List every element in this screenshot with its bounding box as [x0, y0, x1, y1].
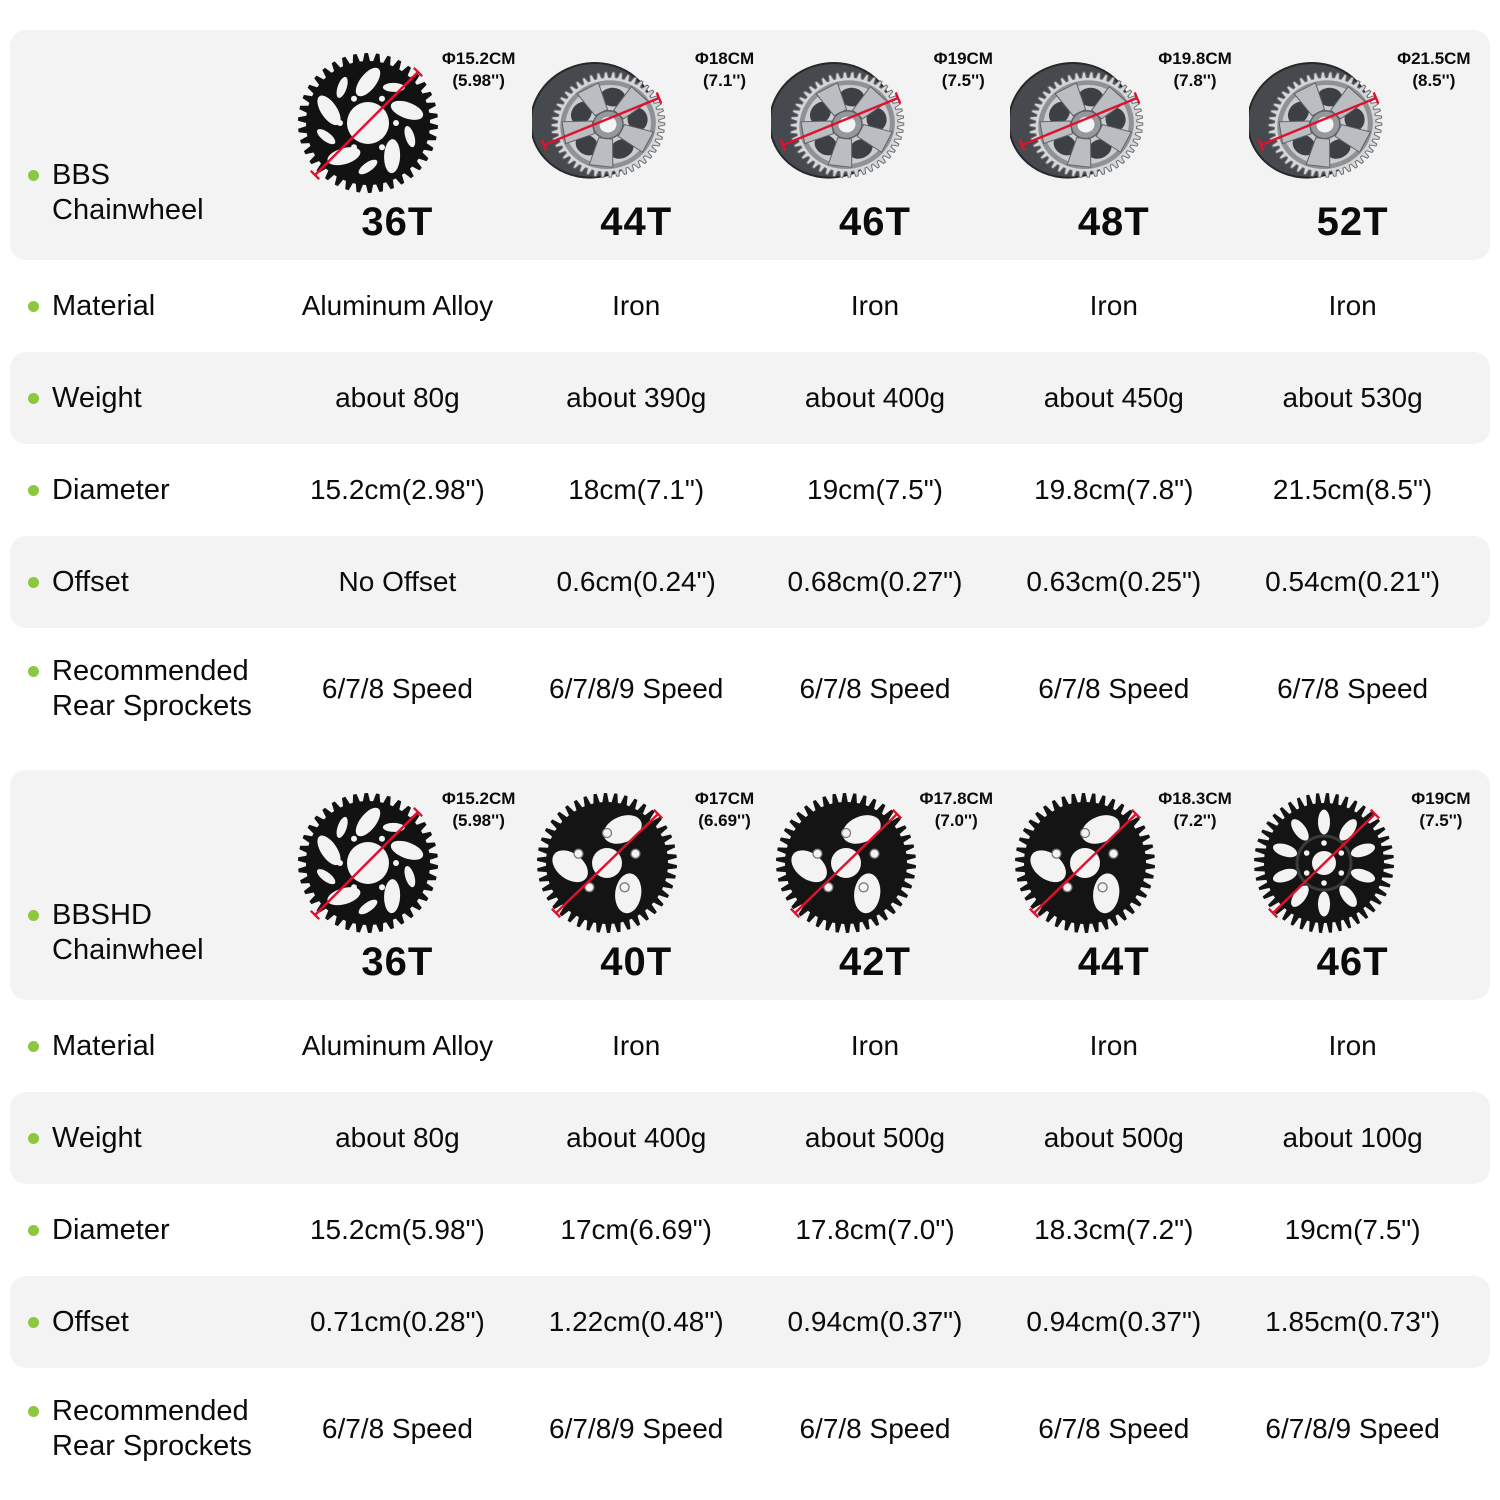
diameter-value: 18.3cm(7.2") — [1034, 1214, 1194, 1245]
chainwheel-figure — [763, 786, 993, 938]
material-value: Iron — [850, 1030, 900, 1061]
bbshd-offset-row — [10, 1276, 1490, 1368]
diameter-value: 19.8cm(7.8") — [1034, 474, 1194, 505]
chainwheel-image — [1010, 788, 1160, 938]
diameter-annotation-inch: (7.5'') — [941, 70, 985, 90]
chainwheel-figure — [285, 786, 516, 938]
diameter-value: 19cm(7.5") — [807, 474, 943, 505]
bbshd-weight-row — [10, 1092, 1490, 1184]
material-value: Aluminum Alloy — [301, 290, 494, 321]
tooth-count-label: 36T — [361, 199, 434, 244]
chainwheel-cell — [756, 786, 995, 985]
offset-value: 1.85cm(0.73") — [1265, 1306, 1441, 1337]
bullet-icon — [28, 666, 39, 677]
offset-value: No Offset — [338, 566, 457, 597]
chainwheel-cell — [1233, 786, 1472, 985]
diameter-annotation-cm: Φ19CM — [1411, 788, 1471, 808]
diameter-annotation-cm: Φ21.5CM — [1397, 48, 1471, 68]
chainwheel-figure — [1002, 786, 1232, 938]
sprockets-value: 6/7/8 Speed — [321, 1413, 473, 1444]
sprockets-value: 6/7/8 Speed — [799, 673, 951, 704]
chainwheel-figure — [524, 786, 755, 938]
material-value: Iron — [1089, 1030, 1138, 1061]
row-label-line2: Rear Sprockets — [52, 1430, 252, 1462]
chainwheel-cell — [517, 46, 756, 245]
tooth-count-label: 40T — [600, 939, 673, 984]
bbs-sprockets-row — [10, 628, 1490, 750]
section-title — [52, 158, 204, 228]
bullet-icon — [28, 393, 39, 404]
sprockets-value: 6/7/8/9 Speed — [549, 1413, 724, 1444]
bullet-icon — [28, 1406, 39, 1417]
tooth-count-label: 44T — [600, 199, 673, 244]
chainwheel-cell — [278, 46, 517, 245]
bbshd-chainwheel-row — [10, 770, 1490, 1000]
bullet-icon — [28, 1225, 39, 1236]
diameter-annotation-cm: Φ18CM — [694, 48, 755, 68]
chainwheel-image — [293, 48, 443, 198]
bbs-material-row — [10, 260, 1490, 352]
sprockets-value: 6/7/8 Speed — [799, 1413, 951, 1444]
chainwheel-image — [532, 788, 682, 938]
row-label-line2: Rear Sprockets — [52, 690, 252, 722]
row-label-text: Offset — [52, 565, 129, 598]
bbs-diameter-row — [10, 444, 1490, 536]
weight-value: about 80g — [335, 382, 460, 413]
bullet-icon — [28, 1133, 39, 1144]
row-header-material — [28, 1029, 278, 1064]
chainwheel-cell — [994, 46, 1233, 245]
material-value: Aluminum Alloy — [301, 1030, 494, 1061]
material-value: Iron — [612, 290, 661, 321]
row-header-offset — [28, 1305, 278, 1340]
weight-value: about 400g — [566, 1122, 707, 1153]
section-title-line1: BBS — [52, 159, 111, 192]
offset-value: 0.63cm(0.25") — [1026, 566, 1202, 597]
diameter-value: 17cm(6.69") — [560, 1214, 712, 1245]
bbshd-sprockets-row — [10, 1368, 1490, 1490]
row-label-line1: Recommended — [52, 655, 249, 688]
chainwheel-cell — [1233, 46, 1472, 245]
diameter-annotation-inch: (7.8'') — [1173, 70, 1217, 90]
chainwheel-image — [1249, 788, 1399, 938]
diameter-annotation-cm: Φ19.8CM — [1158, 48, 1232, 68]
tooth-count-label: 42T — [839, 939, 911, 984]
chainwheel-figure — [524, 46, 755, 198]
sprockets-value: 6/7/8/9 Speed — [1265, 1413, 1440, 1444]
row-label-text: Diameter — [52, 1213, 170, 1246]
chainwheel-cell — [994, 786, 1233, 985]
diameter-annotation-cm: Φ15.2CM — [441, 788, 516, 808]
diameter-value: 19cm(7.5") — [1284, 1214, 1421, 1245]
row-label-text — [52, 654, 252, 724]
offset-value: 0.68cm(0.27") — [787, 566, 963, 597]
section-title-line1: BBSHD — [52, 899, 152, 932]
chainwheel-image — [1010, 48, 1160, 198]
row-header-recommended-sprockets — [28, 1394, 278, 1464]
sprockets-value: 6/7/8 Speed — [321, 673, 473, 704]
weight-value: about 390g — [566, 382, 707, 413]
row-label-text: Weight — [52, 381, 142, 414]
row-label-text: Offset — [52, 1305, 129, 1338]
material-value: Iron — [1328, 1030, 1377, 1061]
diameter-annotation — [1411, 788, 1470, 832]
diameter-annotation — [442, 48, 515, 92]
row-label-text: Diameter — [52, 473, 170, 506]
bullet-icon — [28, 1317, 39, 1328]
weight-value: about 100g — [1282, 1122, 1423, 1153]
diameter-value: 17.8cm(7.0") — [795, 1214, 955, 1245]
diameter-value: 15.2cm(5.98") — [309, 1214, 485, 1245]
bullet-icon — [28, 301, 39, 312]
weight-value: about 450g — [1043, 382, 1184, 413]
diameter-annotation-cm: Φ19CM — [933, 48, 993, 68]
row-label-text: Weight — [52, 1121, 142, 1154]
bullet-icon — [28, 1041, 39, 1052]
sprockets-value: 6/7/8 Speed — [1277, 673, 1429, 704]
diameter-annotation-cm: Φ17.8CM — [919, 788, 993, 808]
offset-value: 0.94cm(0.37") — [1026, 1306, 1202, 1337]
diameter-annotation — [1158, 788, 1231, 832]
diameter-annotation-inch: (5.98'') — [452, 70, 505, 90]
row-header-bbshd-chainwheel — [28, 898, 278, 1000]
bullet-icon — [28, 910, 39, 921]
offset-value: 1.22cm(0.48") — [548, 1306, 724, 1337]
diameter-annotation-cm: Φ18.3CM — [1158, 788, 1232, 808]
diameter-value: 21.5cm(8.5") — [1272, 474, 1433, 505]
tooth-count-label: 52T — [1316, 199, 1389, 244]
diameter-annotation-inch: (6.69'') — [698, 810, 751, 830]
row-label-text: Material — [52, 1029, 156, 1062]
bbs-chainwheel-row — [10, 30, 1490, 260]
diameter-annotation — [920, 788, 993, 832]
diameter-annotation-cm: Φ17CM — [694, 788, 755, 808]
material-value: Iron — [1089, 290, 1138, 321]
offset-value: 0.6cm(0.24") — [556, 566, 716, 597]
weight-value: about 80g — [335, 1122, 460, 1153]
tooth-count-label: 48T — [1077, 199, 1150, 244]
bullet-icon — [28, 485, 39, 496]
diameter-annotation-inch: (7.0'') — [934, 810, 978, 830]
chainwheel-image — [293, 788, 443, 938]
bullet-icon — [28, 577, 39, 588]
weight-value: about 400g — [804, 382, 946, 413]
row-header-diameter — [28, 473, 278, 508]
diameter-annotation — [1158, 48, 1231, 92]
bbshd-diameter-row — [10, 1184, 1490, 1276]
offset-value: 0.71cm(0.28") — [309, 1306, 485, 1337]
tooth-count-label: 46T — [839, 199, 911, 244]
diameter-value: 18cm(7.1") — [568, 474, 705, 505]
row-header-recommended-sprockets — [28, 654, 278, 724]
diameter-annotation — [442, 788, 515, 832]
row-label-text — [52, 1394, 252, 1464]
chainwheel-cell — [517, 786, 756, 985]
sprockets-value: 6/7/8 Speed — [1038, 1413, 1190, 1444]
row-header-offset — [28, 565, 278, 600]
row-header-bbs-chainwheel — [28, 158, 278, 260]
bullet-icon — [28, 170, 39, 181]
material-value: Iron — [850, 290, 900, 321]
diameter-annotation — [695, 788, 754, 832]
weight-value: about 500g — [804, 1122, 946, 1153]
weight-value: about 500g — [1043, 1122, 1184, 1153]
row-label-text: Material — [52, 289, 156, 322]
section-title — [52, 898, 204, 968]
diameter-annotation — [695, 48, 754, 92]
diameter-annotation-inch: (7.2'') — [1173, 810, 1217, 830]
chainwheel-figure — [763, 46, 993, 198]
tooth-count-label: 36T — [361, 939, 434, 984]
row-header-weight — [28, 381, 278, 416]
diameter-annotation — [1397, 48, 1470, 92]
diameter-annotation-cm: Φ15.2CM — [441, 48, 516, 68]
section-title-line2: Chainwheel — [52, 934, 204, 967]
diameter-annotation-inch: (8.5'') — [1412, 70, 1456, 90]
chainwheel-image — [532, 48, 682, 198]
row-header-diameter — [28, 1213, 278, 1248]
diameter-annotation-inch: (5.98'') — [452, 810, 505, 830]
row-header-weight — [28, 1121, 278, 1156]
chainwheel-figure — [1241, 46, 1471, 198]
row-label-line1: Recommended — [52, 1395, 249, 1428]
section-title-line2: Chainwheel — [52, 194, 204, 227]
chainwheel-image — [771, 788, 921, 938]
chainwheel-cell — [756, 46, 995, 245]
chainwheel-image — [1249, 48, 1399, 198]
chainwheel-cell — [278, 786, 517, 985]
bbs-weight-row — [10, 352, 1490, 444]
chainwheel-figure — [285, 46, 516, 198]
tooth-count-label: 44T — [1077, 939, 1150, 984]
material-value: Iron — [1328, 290, 1377, 321]
diameter-value: 15.2cm(2.98") — [309, 474, 485, 505]
bbshd-material-row — [10, 1000, 1490, 1092]
sprockets-value: 6/7/8/9 Speed — [549, 673, 724, 704]
weight-value: about 530g — [1282, 382, 1423, 413]
chainwheel-image — [771, 48, 921, 198]
section-bbs — [10, 30, 1490, 750]
sprockets-value: 6/7/8 Speed — [1038, 673, 1190, 704]
diameter-annotation-inch: (7.5'') — [1419, 810, 1463, 830]
bbs-offset-row — [10, 536, 1490, 628]
section-bbshd — [10, 770, 1490, 1490]
diameter-annotation-inch: (7.1'') — [703, 70, 747, 90]
offset-value: 0.94cm(0.37") — [787, 1306, 963, 1337]
row-header-material — [28, 289, 278, 324]
tooth-count-label: 46T — [1316, 939, 1389, 984]
offset-value: 0.54cm(0.21") — [1265, 566, 1441, 597]
chainwheel-figure — [1241, 786, 1471, 938]
material-value: Iron — [612, 1030, 661, 1061]
diameter-annotation — [934, 48, 993, 92]
chainwheel-figure — [1002, 46, 1232, 198]
